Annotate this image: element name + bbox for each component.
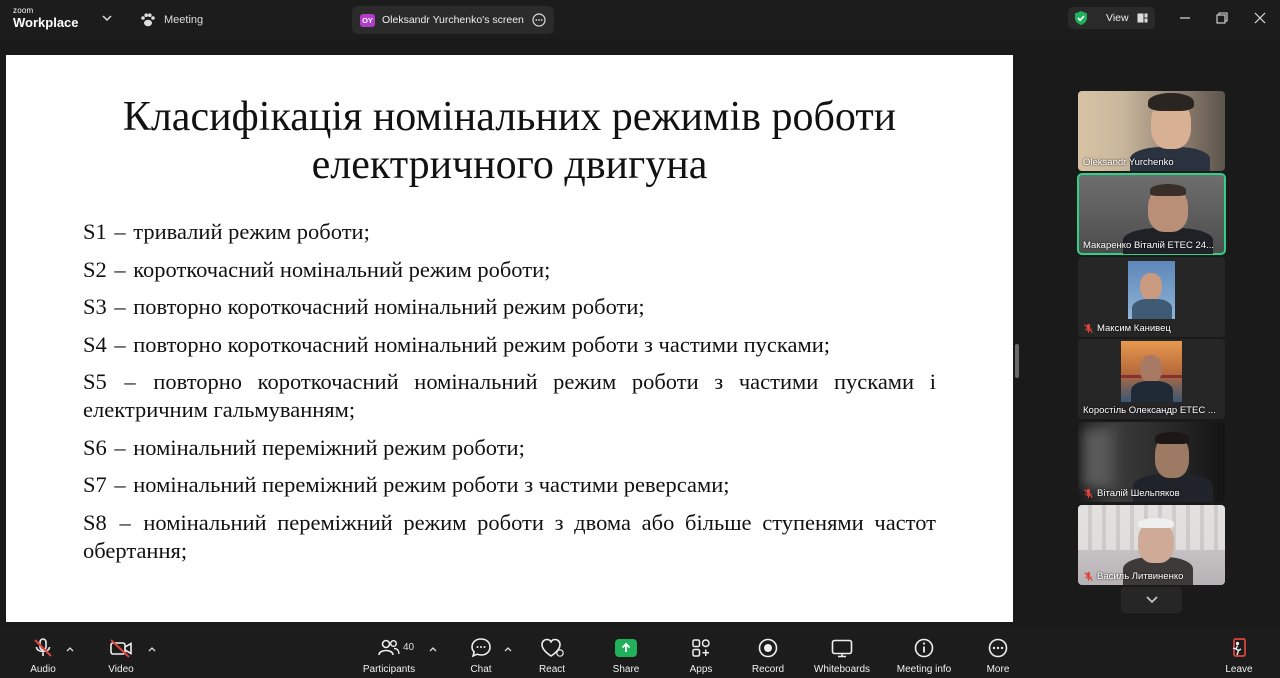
slide-list-item: S1 – тривалий режим роботи; bbox=[83, 219, 370, 244]
participant-name: Максим Канивец bbox=[1083, 323, 1171, 334]
video-tile[interactable] bbox=[1078, 339, 1225, 419]
mode-code: S3 bbox=[83, 294, 107, 319]
video-tile[interactable] bbox=[1078, 422, 1225, 502]
view-label: View bbox=[1106, 12, 1129, 24]
info-icon bbox=[913, 637, 935, 659]
chat-button[interactable] bbox=[446, 636, 516, 675]
chat-options-caret-icon[interactable] bbox=[503, 644, 513, 654]
participant-video bbox=[1131, 381, 1173, 402]
video-tile[interactable] bbox=[1078, 257, 1225, 337]
participant-video bbox=[1148, 93, 1194, 111]
participant-video bbox=[1155, 432, 1189, 444]
slide-list-item: S4 – повторно короткочасний номінальний режим роботи з частими пусками; bbox=[83, 331, 831, 357]
apps-icon bbox=[690, 637, 712, 659]
participant-video bbox=[1140, 355, 1162, 383]
meeting-info-button[interactable] bbox=[889, 636, 959, 675]
participant-name: Коростіль Олександр ЕТЕС ... bbox=[1083, 405, 1216, 416]
mode-code: S7 bbox=[83, 472, 107, 497]
video-off-icon bbox=[109, 638, 133, 658]
close-icon[interactable] bbox=[1251, 9, 1269, 27]
video-tile[interactable] bbox=[1078, 505, 1225, 585]
tab-meeting-label: Meeting bbox=[164, 14, 204, 26]
react-label: React bbox=[538, 664, 566, 675]
record-button[interactable] bbox=[733, 636, 803, 675]
paw-icon bbox=[140, 13, 156, 27]
participants-icon bbox=[377, 638, 401, 658]
zoom-logo bbox=[13, 7, 79, 29]
mode-text: номінальний переміжний режим роботи; bbox=[133, 434, 525, 460]
participants-options-caret-icon[interactable] bbox=[428, 644, 438, 654]
mode-text: повторно короткочасний номінальний режим роботи; bbox=[133, 294, 645, 319]
more-button[interactable] bbox=[963, 636, 1033, 675]
audio-options-caret-icon[interactable] bbox=[65, 644, 75, 654]
react-button[interactable] bbox=[517, 636, 587, 675]
participant-video bbox=[1132, 299, 1172, 319]
video-label: Video bbox=[108, 664, 134, 675]
mode-code: S6 bbox=[83, 434, 107, 460]
participant-name: Василь Литвиненко bbox=[1083, 571, 1183, 582]
more-circle-icon[interactable] bbox=[532, 13, 546, 27]
slide-list-item: S7 – номінальний переміжний режим роботи з частими реверсами; bbox=[83, 472, 730, 497]
participant-name: Макаренко Віталій ЕТЕС 24... bbox=[1083, 240, 1214, 251]
meeting-toolbar bbox=[0, 630, 1280, 678]
mode-code: S1 bbox=[83, 219, 107, 244]
mode-text: повторно короткочасний номінальний режим роботи з частими пусками і електричним гальмуванням; bbox=[83, 369, 936, 422]
mode-code: S2 bbox=[83, 256, 107, 282]
slide-title-line-2: електричного двигуна bbox=[311, 142, 708, 188]
slide-list bbox=[83, 218, 936, 574]
mode-text: короткочасний номінальний режим роботи; bbox=[133, 256, 551, 282]
shared-screen-area bbox=[0, 38, 1022, 630]
leave-button[interactable] bbox=[1204, 636, 1274, 675]
participant-name: Oleksandr Yurchenko bbox=[1083, 157, 1174, 168]
share-label: Share bbox=[612, 664, 640, 675]
slide-list-item: S8 – номінальний переміжний режим роботи з двома або більше ступенями частот обертання; bbox=[83, 509, 936, 563]
meeting-info-label: Meeting info bbox=[896, 664, 952, 675]
participants-count: 40 bbox=[403, 642, 415, 653]
scroll-participants-down-button[interactable] bbox=[1121, 587, 1182, 613]
whiteboards-button[interactable] bbox=[807, 636, 877, 675]
more-icon bbox=[987, 637, 1009, 659]
chevron-down-icon bbox=[1145, 595, 1159, 605]
leave-label: Leave bbox=[1225, 664, 1253, 675]
mic-muted-icon bbox=[1083, 323, 1094, 334]
video-tile-active-speaker[interactable] bbox=[1078, 174, 1225, 254]
tab-shared-screen[interactable] bbox=[352, 6, 554, 34]
tab-meeting[interactable] bbox=[140, 9, 203, 31]
panel-resize-handle[interactable] bbox=[1015, 344, 1019, 378]
slide-title-line-1: Класифікація номінальних режимів роботи bbox=[122, 94, 897, 140]
record-icon bbox=[757, 637, 779, 659]
chat-icon bbox=[470, 637, 492, 659]
chevron-down-icon[interactable] bbox=[100, 11, 114, 25]
participant-avatar-photo bbox=[1121, 341, 1182, 402]
audio-label: Audio bbox=[30, 664, 56, 675]
whiteboard-icon bbox=[830, 638, 854, 658]
leave-icon bbox=[1228, 637, 1250, 659]
shield-check-icon bbox=[1074, 10, 1088, 26]
brand-line-2: Workplace bbox=[13, 15, 79, 30]
more-label: More bbox=[986, 664, 1010, 675]
mode-code: S4 bbox=[83, 331, 107, 357]
slide-list-item: S3 – повторно короткочасний номінальний режим роботи; bbox=[83, 294, 645, 319]
participant-avatar-photo bbox=[1128, 261, 1175, 319]
restore-icon[interactable] bbox=[1213, 9, 1231, 27]
share-icon bbox=[615, 639, 637, 657]
audio-button[interactable] bbox=[8, 636, 78, 675]
mic-muted-icon bbox=[1083, 571, 1094, 582]
mode-text: номінальний переміжний режим роботи з двома або більше ступенями частот обертання; bbox=[83, 509, 936, 563]
tab-screen-label: Oleksandr Yurchenko's screen bbox=[382, 14, 524, 26]
record-label: Record bbox=[751, 664, 785, 675]
slide-list-item: S2 – короткочасний номінальний режим роботи; bbox=[83, 256, 551, 282]
mode-code: S5 bbox=[83, 369, 107, 394]
mode-text: повторно короткочасний номінальний режим роботи з частими пусками; bbox=[133, 331, 831, 357]
brand-line-1: zoom bbox=[13, 6, 34, 15]
participants-label: Participants bbox=[362, 664, 416, 675]
title-bar bbox=[0, 0, 1280, 38]
participant-video bbox=[1083, 428, 1113, 488]
presentation-slide bbox=[6, 55, 1013, 622]
video-options-caret-icon[interactable] bbox=[147, 644, 157, 654]
view-button[interactable] bbox=[1068, 7, 1155, 29]
apps-label: Apps bbox=[689, 664, 713, 675]
mic-muted-icon bbox=[32, 637, 54, 659]
react-icon bbox=[540, 637, 564, 659]
share-button[interactable] bbox=[591, 636, 661, 675]
presenter-avatar: OY bbox=[360, 14, 375, 27]
participant-video bbox=[1140, 273, 1162, 300]
video-button[interactable] bbox=[86, 636, 156, 675]
video-tile[interactable] bbox=[1078, 91, 1225, 171]
slide-title bbox=[6, 93, 1013, 189]
mic-muted-icon bbox=[1083, 488, 1094, 499]
apps-button[interactable] bbox=[666, 636, 736, 675]
participant-name: Віталій Шельпяков bbox=[1083, 488, 1180, 499]
minimize-icon[interactable] bbox=[1176, 9, 1194, 27]
mode-text: номінальний переміжний режим роботи з частими реверсами; bbox=[133, 472, 730, 497]
mode-code: S8 bbox=[83, 509, 107, 535]
participant-video bbox=[1150, 184, 1186, 196]
mode-text: тривалий режим роботи; bbox=[133, 219, 370, 244]
chat-label: Chat bbox=[470, 664, 492, 675]
slide-list-item: S5 – повторно короткочасний номінальний режим роботи з частими пусками і електричним гальмуванням; bbox=[83, 369, 936, 422]
view-layout-icon bbox=[1137, 13, 1148, 23]
participant-video bbox=[1138, 518, 1174, 528]
slide-list-item: S6 – номінальний переміжний режим роботи; bbox=[83, 434, 525, 460]
whiteboards-label: Whiteboards bbox=[813, 664, 871, 675]
